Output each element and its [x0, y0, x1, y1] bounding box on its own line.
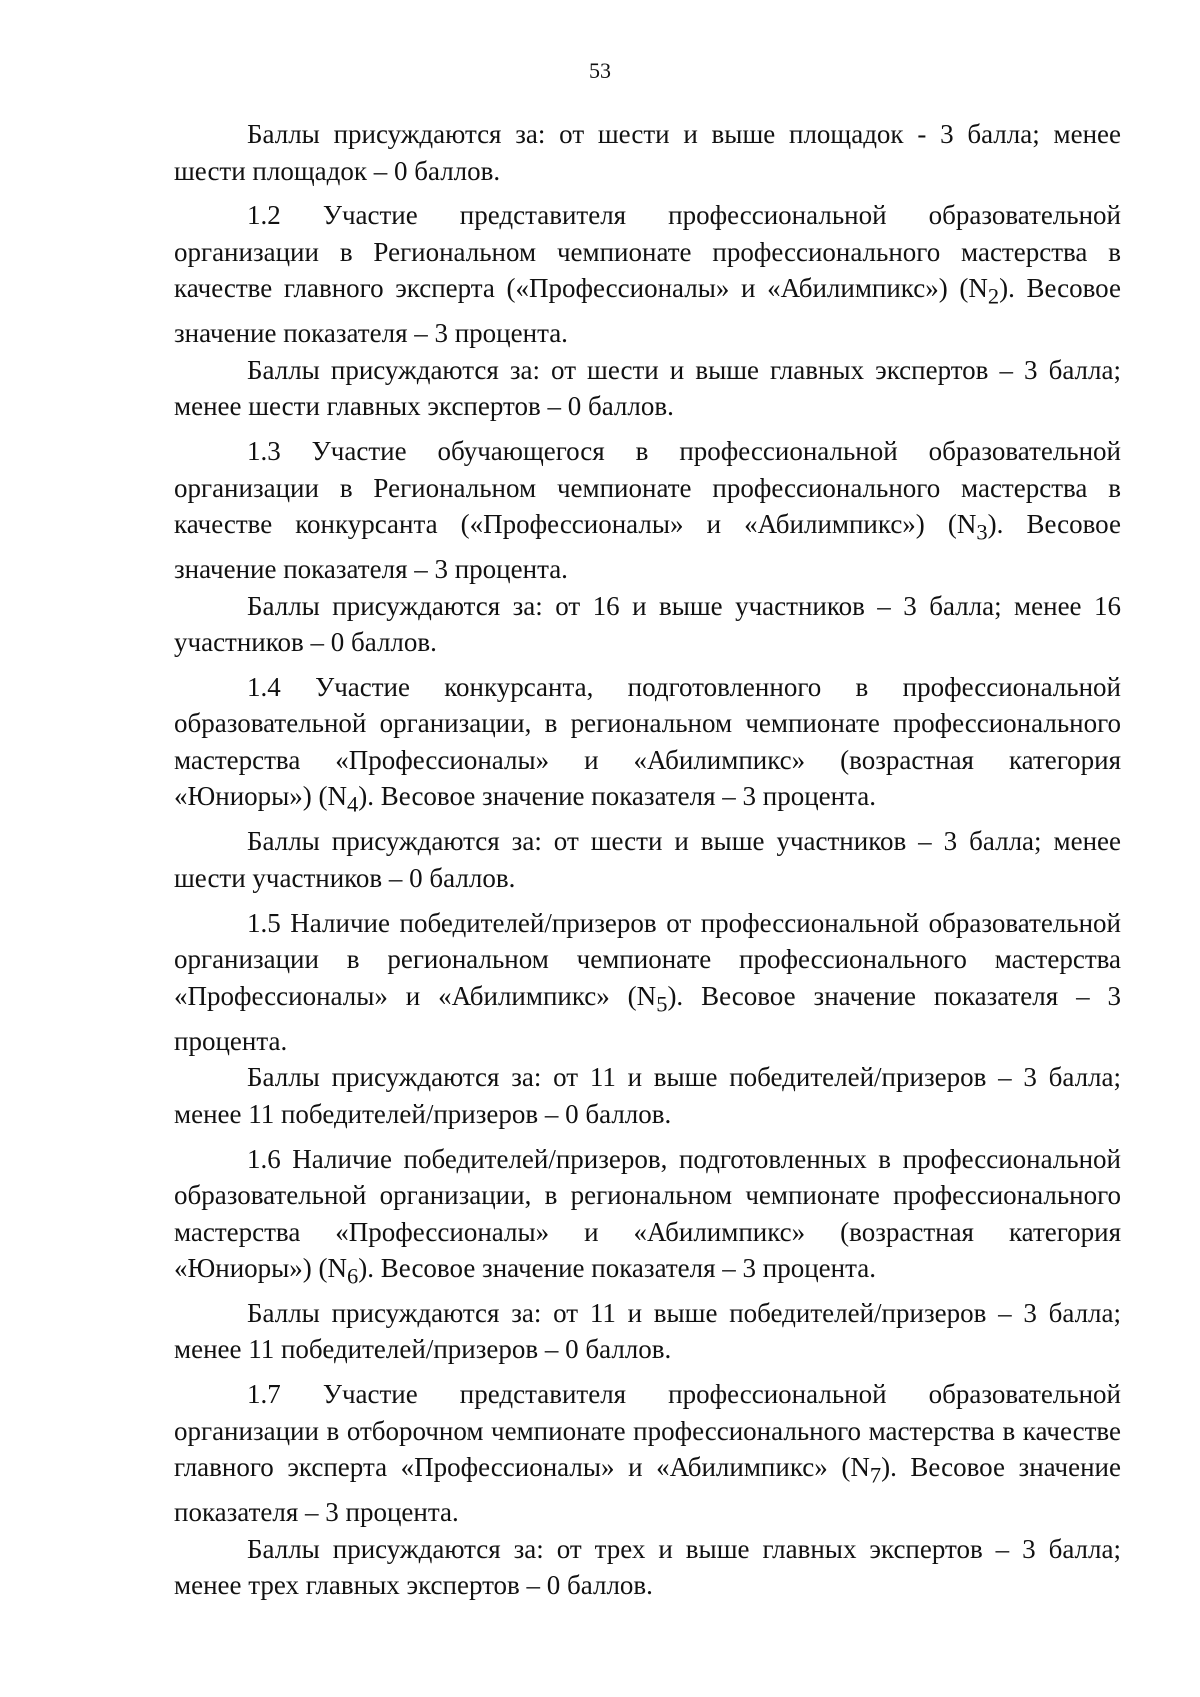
- paragraph-10: 1.6 Наличие победителей/призеров, подготовленных в профессиональной образовательной организации, в региональном чемпионате профессионального мастерства «Профессионалы» и «Абилимпикс» (возрастная категория «Юниоры») $(N_6)$. Весовое значение показателя – 3 процента.: [174, 1143, 1121, 1289]
- paragraph-5: Баллы присуждаются за: от 16 и выше участников – 3 балла; менее 16 участников – 0 баллов.: [174, 590, 1121, 658]
- paragraph-12: 1.7 Участие представителя профессиональной образовательной организации в отборочном чемпионате профессионального мастерства в качестве главного эксперта «Профессионалы» и «Абилимпикс» $(N_7)$. Весовое значение показателя – 3 процента.: [174, 1379, 1121, 1528]
- paragraph-2: 1.2 Участие представителя профессиональной образовательной организации в Региональном чемпионате профессионального мастерства в качестве главного эксперта («Профессионалы» и «Абилимпикс») $(N_2)$. Весовое значение показателя – 3 процента.: [174, 200, 1121, 349]
- paragraph-8: 1.5 Наличие победителей/призеров от профессиональной образовательной организации в региональном чемпионате профессионального мастерства «Профессионалы» и «Абилимпикс» $(N_5)$. Весовое значение показателя – 3 процента.: [174, 907, 1121, 1056]
- paragraph-13: Баллы присуждаются за: от трех и выше главных экспертов – 3 балла; менее трех главных экспертов – 0 баллов.: [174, 1533, 1121, 1601]
- paragraph-1: Баллы присуждаются за: от шести и выше площадок - 3 балла; менее шести площадок – 0 баллов.: [174, 119, 1121, 186]
- document-body: [174, 116, 1121, 1612]
- paragraph-4: 1.3 Участие обучающегося в профессиональной образовательной организации в Региональном чемпионате профессионального мастерства в качестве конкурсанта («Профессионалы» и «Абилимпикс») $(N_3)$. Весовое значение показателя – 3 процента.: [174, 436, 1121, 585]
- paragraph-7: Баллы присуждаются за: от шести и выше участников – 3 балла; менее шести участников – 0 баллов.: [174, 826, 1121, 893]
- paragraph-6: 1.4 Участие конкурсанта, подготовленного в профессиональной образовательной организации, в региональном чемпионате профессионального мастерства «Профессионалы» и «Абилимпикс» (возрастная категория «Юниоры») $(N_4)$. Весовое значение показателя – 3 процента.: [174, 671, 1121, 817]
- page-number: 53: [589, 58, 611, 83]
- paragraph-3: Баллы присуждаются за: от шести и выше главных экспертов – 3 балла; менее шести главных экспертов – 0 баллов.: [174, 354, 1121, 422]
- paragraph-9: Баллы присуждаются за: от 11 и выше победителей/призеров – 3 балла; менее 11 победителей/призеров – 0 баллов.: [174, 1062, 1121, 1129]
- paragraph-11: Баллы присуждаются за: от 11 и выше победителей/призеров – 3 балла; менее 11 победителей/призеров – 0 баллов.: [174, 1297, 1121, 1365]
